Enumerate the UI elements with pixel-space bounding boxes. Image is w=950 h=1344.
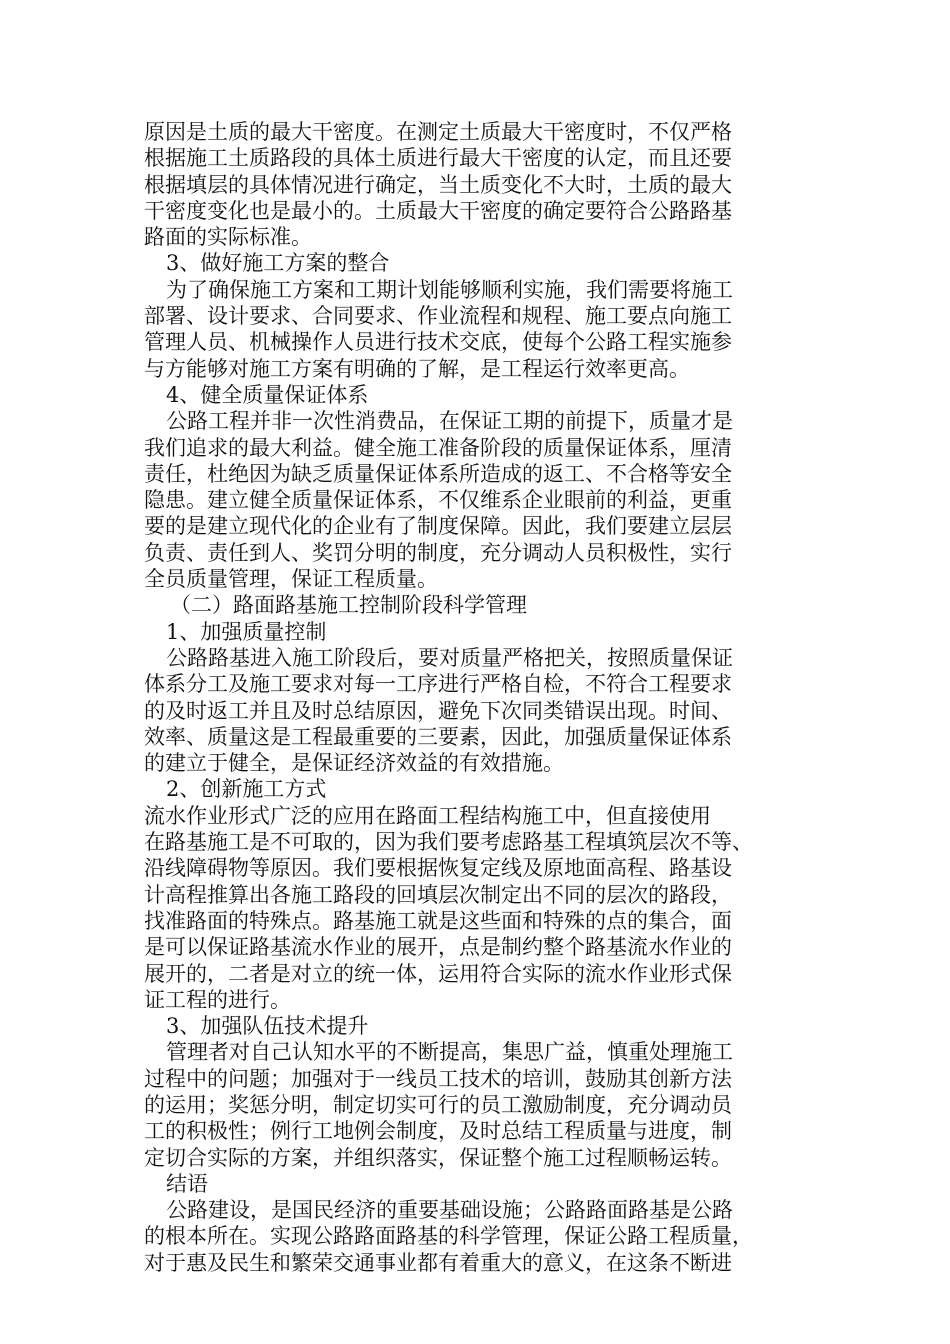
- text-line: 过程中的问题；加强对于一线员工技术的培训，鼓励其创新方法: [144, 1066, 732, 1091]
- text-line: 公路建设，是国民经济的重要基础设施；公路路面路基是公路: [166, 1198, 733, 1223]
- text-line: 全员质量管理，保证工程质量。: [144, 567, 438, 592]
- text-line: 路面的实际标准。: [144, 225, 312, 250]
- text-line: 定切合实际的方案，并组织落实，保证整个施工过程顺畅运转。: [144, 1145, 732, 1170]
- text-line: 为了确保施工方案和工期计划能够顺利实施，我们需要将施工: [166, 277, 733, 302]
- text-line: 体系分工及施工要求对每一工序进行严格自检，不符合工程要求: [144, 672, 732, 697]
- text-line: 的运用；奖惩分明，制定切实可行的员工激励制度，充分调动员: [144, 1092, 732, 1117]
- text-line: 干密度变化也是最小的。土质最大干密度的确定要符合公路路基: [144, 198, 732, 223]
- text-line: 工的积极性；例行工地例会制度，及时总结工程质量与进度，制: [144, 1119, 732, 1144]
- text-line: 计高程推算出各施工路段的回填层次制定出不同的层次的路段，: [144, 882, 732, 907]
- text-line: 展开的，二者是对立的统一体，运用符合实际的流水作业形式保: [144, 961, 732, 986]
- text-line: 的及时返工并且及时总结原因，避免下次同类错误出现。时间、: [144, 698, 732, 723]
- text-line: 负责、责任到人、奖罚分明的制度，充分调动人员积极性，实行: [144, 540, 732, 565]
- text-line: 结语: [166, 1171, 208, 1196]
- text-line: 根据填层的具体情况进行确定，当土质变化不大时，土质的最大: [144, 172, 732, 197]
- text-line: 的建立于健全，是保证经济效益的有效措施。: [144, 751, 564, 776]
- text-line: 要的是建立现代化的企业有了制度保障。因此，我们要建立层层: [144, 514, 732, 539]
- text-line: 流水作业形式广泛的应用在路面工程结构施工中，但直接使用: [144, 803, 711, 828]
- text-line: 对于惠及民生和繁荣交通事业都有着重大的意义，在这条不断进: [144, 1250, 732, 1275]
- text-line: 沿线障碍物等原因。我们要根据恢复定线及原地面高程、路基设: [144, 856, 732, 881]
- text-line: 3、做好施工方案的整合: [166, 251, 390, 276]
- text-line: 找准路面的特殊点。路基施工就是这些面和特殊的点的集合，面: [144, 908, 732, 933]
- text-line: 原因是土质的最大干密度。在测定土质最大干密度时，不仅严格: [144, 120, 732, 144]
- text-line: 1、加强质量控制: [166, 619, 327, 644]
- text-line: 在路基施工是不可取的，因为我们要考虑路基工程填筑层次不等、: [144, 830, 753, 855]
- text-line: 3、加强队伍技术提升: [166, 1014, 369, 1039]
- text-line: 的根本所在。实现公路路面路基的科学管理，保证公路工程质量，: [144, 1224, 753, 1249]
- text-line: 与方能够对施工方案有明确的了解，是工程运行效率更高。: [144, 356, 690, 381]
- text-line: 公路工程并非一次性消费品，在保证工期的前提下，质量才是: [166, 409, 733, 434]
- text-line: 证工程的进行。: [144, 987, 291, 1012]
- text-line: 隐患。建立健全质量保证体系，不仅维系企业眼前的利益，更重: [144, 488, 732, 513]
- text-line: 管理人员、机械操作人员进行技术交底，使每个公路工程实施参: [144, 330, 732, 355]
- document-body: [144, 119, 804, 1276]
- text-line: 2、创新施工方式: [166, 777, 327, 802]
- text-line: 4、健全质量保证体系: [166, 382, 369, 407]
- text-line: 部署、设计要求、合同要求、作业流程和规程、施工要点向施工: [144, 304, 732, 329]
- text-line: 是可以保证路基流水作业的展开，点是制约整个路基流水作业的: [144, 935, 732, 960]
- text-line: （二）路面路基施工控制阶段科学管理: [170, 593, 527, 618]
- text-line: 效率、质量这是工程最重要的三要素，因此，加强质量保证体系: [144, 724, 732, 749]
- text-line: 责任，杜绝因为缺乏质量保证体系所造成的返工、不合格等安全: [144, 461, 732, 486]
- text-line: 管理者对自己认知水平的不断提高，集思广益，慎重处理施工: [166, 1040, 733, 1065]
- text-line: 根据施工土质路段的具体土质进行最大干密度的认定，而且还要: [144, 146, 732, 171]
- text-line: 公路路基进入施工阶段后，要对质量严格把关，按照质量保证: [166, 645, 733, 670]
- text-line: 我们追求的最大利益。健全施工准备阶段的质量保证体系，厘清: [144, 435, 732, 460]
